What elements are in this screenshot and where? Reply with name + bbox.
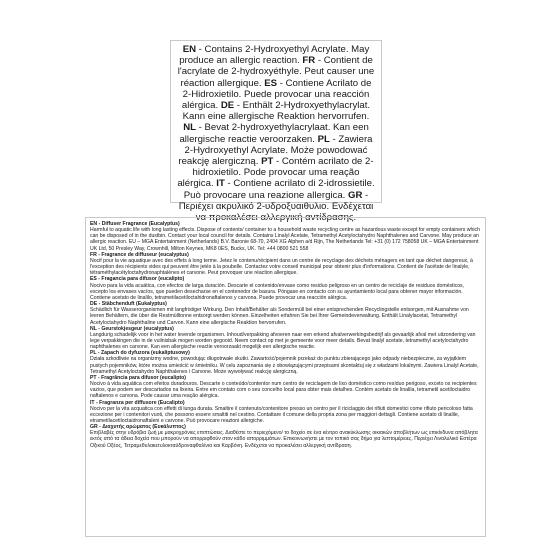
section-heading: GR - Διαχυτής αρώματος (Ευκάλυπτος) [90, 424, 186, 431]
warning-en-code: EN - Contains 2-Hydroxyethyl Acrylate. May produce an allergic reaction. [179, 44, 370, 67]
warning-de: DE - Enthält 2-Hydroxyethylacrylat. Kann eine allergische Reaktion hervorrufen. [182, 100, 371, 123]
section-body: Επιβλαβές στην υδρόβια ζωή με μακροχρόνιες επιπτώσεις. Διαθέστε το περιεχόμενο/ το δοχείο σε ένα κέντρο ανακύκλωσης οικιακών αποβλήτων ως επικίνδυνα απόβλητα εκτός από τα άδεια δοχεία που μπορούν να απορριφθούν στον κάδο απορριμμάτων. Επικοινωνήστε με τον τοπικό σας δήμο για λεπτομέρειες. Περιέχει Λιναλυλικό Εστέρα Οξικού Οξέος, Τετραμεθυλακετυλοκταϋδροναφθαλίνια και Καρβόνη. Ενδέχεται να προκαλέσει αλλεργική αντίδραση. [90, 430, 478, 449]
section-body: Nocivo per la vita acquatica con effetti di lunga durata. Smaltire il contenuto/contenitore presso un centro per il riciclaggio dei rifiuti domestici come rifiuto pericoloso fatta eccezione per i contenitori vuoti, che possono essere smaltiti nel cestino. Contattare il comune della propria zona per maggiori dettagli. Contiene acetato di linalile, etrametilacetiloctaidronaftaleni e carvone. Può provocare reazioni allergiche. [90, 405, 473, 424]
warning-nl: NL - Bevat 2-hydroxyethylacrylaat. Kan een allergische reactie veroorzaken. [179, 122, 369, 145]
section-fr [90, 252, 481, 277]
section-heading: PT - Fragrância para difusor (eucalipto) [90, 374, 186, 381]
section-body: Nocif pour la vie aquatique avec des effets à long terme. Jetez le contenu/récipient dans un centre de recyclage des déchets ménagers en tant que déchet dangereux, à l'exception des récipients vides qui peuvent être jetés à la poubelle. Contactez votre conseil municipal pour obtenir plus d'informations. Contient de l'acétate de linalyle, tétraméthylacétyloctahydronaphtalènes et carvone. Peut provoquer une réaction allergique. [90, 257, 473, 277]
section-body: Nocivo para la vida acuática, con efectos de larga duración. Descarte el contenido/envase como residuo peligroso en un centro de reciclaje de residuos domésticos, excepto los envases vacíos, que pueden desecharse en el contenedor de basura. Póngase en contacto con su ayuntamiento local para obtener mayor información. Contiene acetato de linalilo, tetrametilacetiloctahidronaftalenos y carvona. Puede provocar una reacción alérgica. [90, 282, 465, 301]
section-de [90, 301, 481, 326]
warning-label-top [170, 40, 382, 224]
section-gr [90, 424, 481, 449]
warning-it: IT - Contiene acrilato di 2-idrossietile. Può provocare una reazione allergica. [183, 178, 375, 201]
section-es [90, 276, 481, 301]
section-en [90, 221, 481, 252]
section-body: Langdurig schadelijk voor in het water levende organismen. Inhoud/verpakking afvoeren naar een erkend afvalverwerkingsbedrijf als gevaarlijk afval met uitzondering van lege verpakkingen die in de vuilnisbak mogen worden gegooid. Neem contact op met je gemeente voor meer details. Bevat linalyl acetate, tetramethyl acetyloctahydro naphthalenes en carvone. Kan een allergische reactie veroorzaakt mogelijk een allergische reactie. [90, 331, 476, 351]
warning-gr: GR - Περιέχει ακρυλικό 2-υδροξυαιθυλιο. Ενδέχεται να προκαλέσει αλλεργική αντίδρασης. [178, 189, 374, 224]
section-pl [90, 350, 481, 375]
section-body: Działa szkodliwie na organizmy wodne, powodując długotrwałe skutki. Zawartość/pojemnik przekaż do punktu zbierającego jako odpady niebezpieczne, za wyjątkiem pustych pojemników, które można umieścić w śmietniku. W celu zapoznania się z obowiązującymi przepisami skontaktuj się z władzami lokalnymi. Zawiera Linalyl Acetate, Tetramethyl Acetyloctahydro Naphthalenes i Carvone. Może wywoływać reakcję alergiczną. [90, 356, 479, 375]
section-heading: ES - Fragancia para difusor (eucalipto) [90, 276, 185, 283]
section-body: Nocivo à vida aquática com efeitos duradouros. Descarte o conteúdo/contentor num centro de reciclagem de lixo doméstico como resíduo perigoso, exceto os recipientes vazios, que podem ser descartados na lixeira. Entre em contato com o seu concelho local para obter mais detalhes. Contém acetato de linalila, tetrametil acetiloctaidro naftalenos e carvona. Pode causar uma reação alérgica. [90, 381, 477, 400]
section-heading: PL - Zapach do dyfuzora (eukaliptusowy) [90, 350, 190, 357]
section-heading: IT - Fragranza per diffusore (Eucalipto) [90, 399, 185, 406]
warning-es: ES - Contiene Acrilato de 2-Hidroxietilo. Puede provocar una reacción alérgica. [181, 77, 372, 112]
warning-pt: PT - Contém acrilato de 2-hidroxietilo. Pode provocar uma reação alérgica. [177, 156, 374, 190]
product-label-bottom [85, 217, 486, 537]
section-heading: FR - Fragrance de diffuseur (eucalyptus) [90, 251, 189, 258]
section-pt [90, 375, 481, 400]
section-heading: DE - Stäbchenduft (Eukalyptus) [90, 301, 167, 308]
warning-pl: PL - Zawiera 2-Hydroxyethyl Acrylate. Może powodować reakcję alergiczną. [178, 133, 373, 168]
section-it [90, 400, 481, 425]
section-heading: NL - Geurstokjesgeur (eucalyptus) [90, 325, 174, 332]
section-heading: EN - Diffuser Fragrance (Eucalyptus) [90, 221, 180, 227]
warning-fr: FR - Contient de l'acrylate de 2-hydroxyéthyle. Peut causer une réaction allergique. [177, 55, 375, 89]
section-nl [90, 326, 481, 351]
section-body: Harmful to aquatic life with long lasting effects. Dispose of contents/ container to a household waste recycling centre as hazardous waste except for empty containers which can be disposed of in the dustbin. Contact your local council for details. Contains Linalyl Acetate, Tetramethyl Acetyloctahydro Naphthalenes and Carvone. May produce an allergic reaction. EU – MGA Entertainment (Netherlands) B.V. Baronie 68-70, 2404 XG Alphen a/d Rijn, The Netherlands Tel: +31 (0) 172 758058 UK – MGA Entertainment UK Ltd, 50 Presley Way, Crownhill, Milton Keynes, MK8 0ES, Bucks, UK. Tel: +44 0800 521 558 [90, 227, 480, 252]
section-body: Schädlich für Wasserorganismen mit langfristiger Wirkung. Den Inhalt/Behälter als Sondermüll bei einer entsprechenden Recyclingstelle entsorgen, mit Ausnahme von leeren Behältern, die über die Restmülltonne entsorgt werden können. Einzelheiten erfahren Sie bei Ihrer Gemeindeverwaltung. Enthält Linalylacetat, Tetramethyl Acetyloctahydro Naphthaline und Carvon. Kann eine allergische Reaktion hervorrufen. [90, 307, 469, 326]
